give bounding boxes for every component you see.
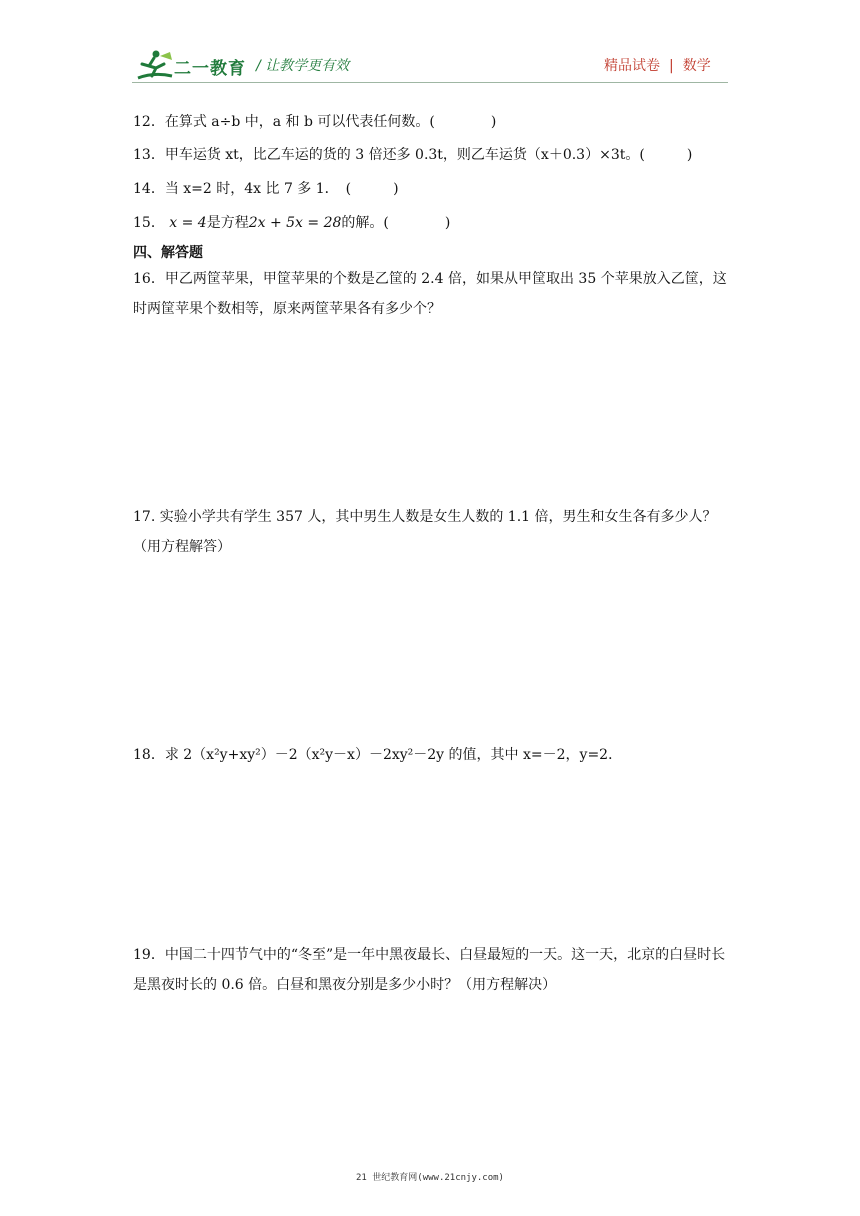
subject-label: 数学 xyxy=(682,58,711,74)
question-17: 17. 实验小学共有学生 357 人，其中男生人数是女生人数的 1.1 倍，男生和女生各有多少人？（用方程解答） xyxy=(133,509,717,555)
question-15-number: 15． xyxy=(133,215,165,231)
header-separator: | xyxy=(669,58,674,74)
question-14: 14．当 x=2 时，4x 比 7 多 1． ( ) xyxy=(133,181,399,197)
question-19: 19．中国二十四节气中的“冬至”是一年中黑夜最长、白昼最短的一天。这一天，北京的白昼时长是黑夜时长的 0.6 倍。白昼和黑夜分别是多少小时？（用方程解决） xyxy=(133,947,726,993)
header-divider xyxy=(132,82,728,83)
question-15-equation-2: 2x + 5x = 28 xyxy=(248,215,342,231)
page-footer: 21 世纪教育网(www.21cnjy.com) xyxy=(356,1173,504,1183)
question-15-equation-1: x = 4 xyxy=(169,215,207,231)
question-16: 16．甲乙两筐苹果，甲筐苹果的个数是乙筐的 2.4 倍，如果从甲筐取出 35 个苹果放入乙筐，这时两筐苹果个数相等，原来两筐苹果各有多少个？ xyxy=(133,271,727,317)
brand-name: 二一教育 xyxy=(174,59,246,79)
question-13: 13．甲车运货 xt，比乙车运的货的 3 倍还多 0.3t，则乙车运货（x＋0.3）×3t。( ) xyxy=(133,147,693,163)
category-label: 精品试卷 xyxy=(604,58,660,74)
question-15-text-end: 的解。( ) xyxy=(341,215,451,231)
question-12: 12．在算式 a÷b 中，a 和 b 可以代表任何数。( ) xyxy=(133,114,497,130)
question-15 xyxy=(133,214,450,232)
question-18: 18．求 2（x²y+xy²）－2（x²y－x）－2xy²－2y 的值，其中 x=－2，y=2． xyxy=(133,747,623,763)
brand-slogan: / 让教学更有效 xyxy=(256,58,350,74)
page-header xyxy=(0,0,860,90)
question-15-text-mid: 是方程 xyxy=(206,215,249,231)
header-category xyxy=(604,55,711,75)
section-heading-4: 四、解答题 xyxy=(133,245,203,261)
